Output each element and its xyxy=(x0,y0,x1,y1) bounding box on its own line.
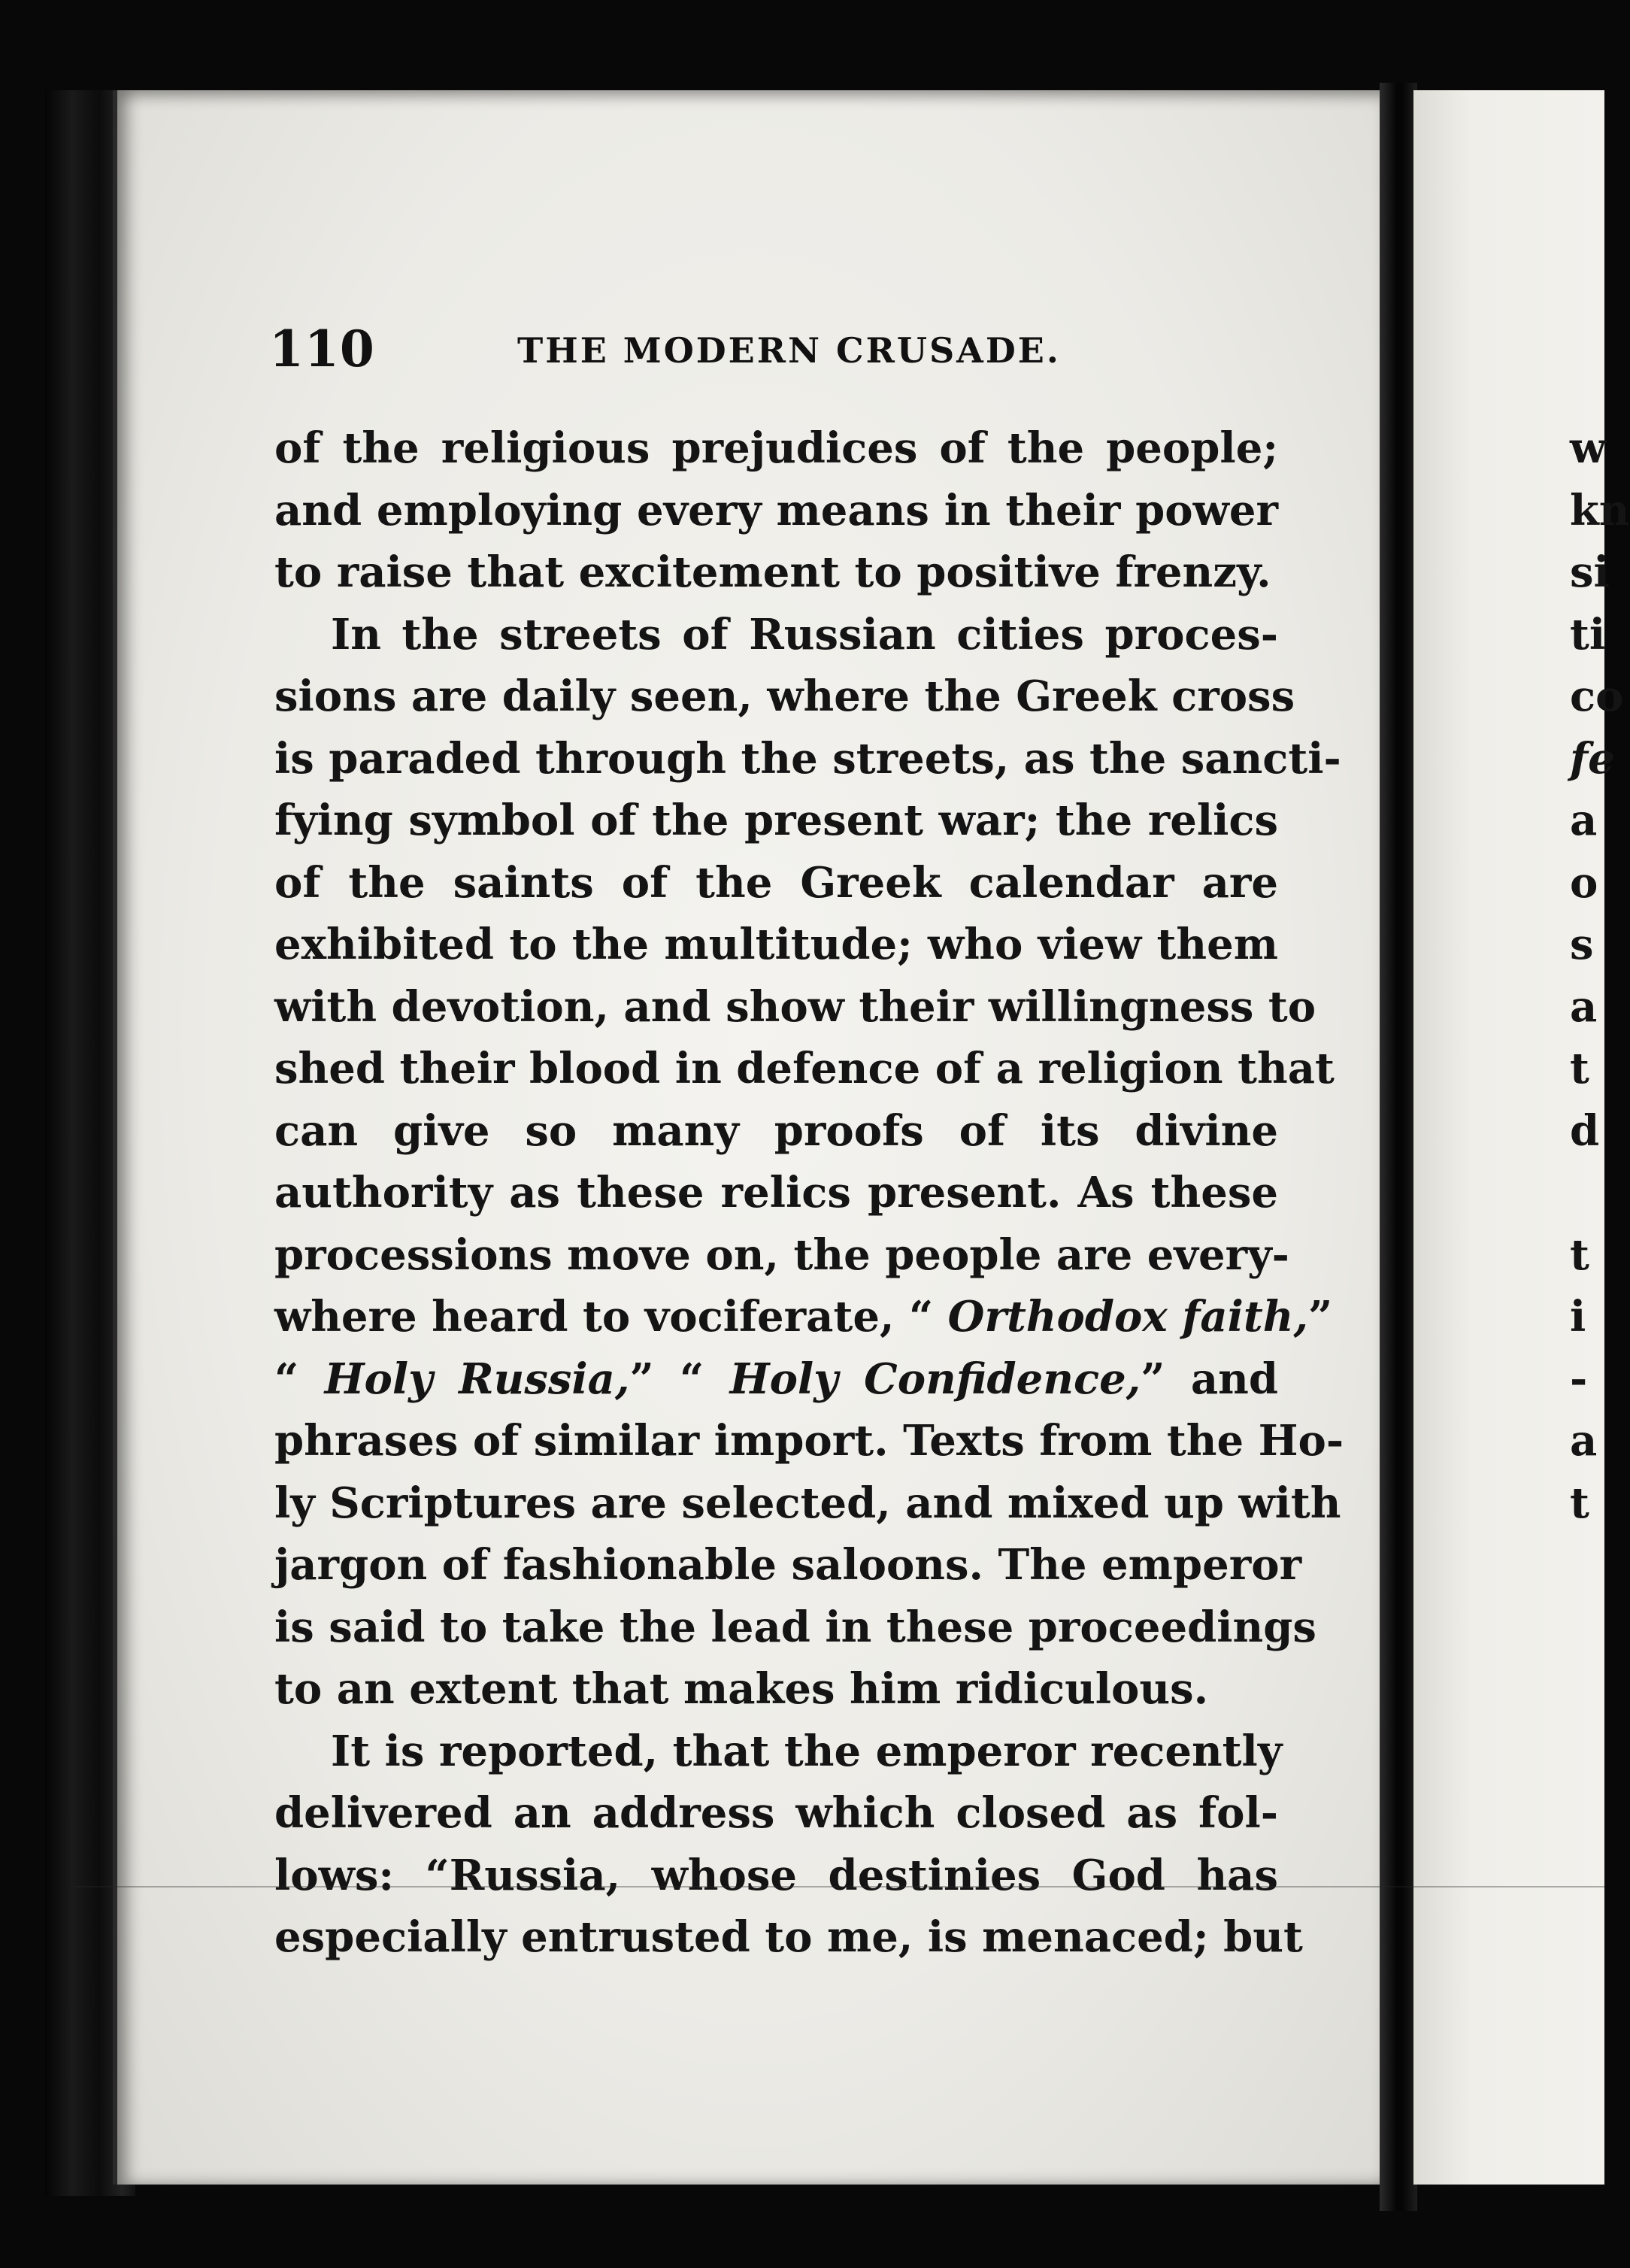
text-segment: ” xyxy=(1308,1292,1333,1342)
text-line: sions are daily seen, where the Greek cross xyxy=(274,672,1295,721)
text-line: can give so many proofs of its divine xyxy=(274,1105,1278,1156)
text-line: In the streets of Russian cities proces- xyxy=(331,609,1278,659)
text-line: jargon of fashionable saloons. The emperor xyxy=(274,1540,1302,1590)
text-line: authority as these relics present. As these xyxy=(274,1168,1278,1217)
fragment: o xyxy=(1570,857,1598,908)
fragment: - xyxy=(1570,1354,1588,1404)
right-page-text-fragments xyxy=(1570,417,1630,1534)
fragment: a xyxy=(1570,796,1598,845)
fragment: si xyxy=(1570,547,1610,597)
text-line: It is reported, that the emperor recently xyxy=(331,1726,1283,1776)
italic-phrase: Holy Russia, xyxy=(324,1354,630,1404)
text-line: and employing every means in their power xyxy=(274,485,1278,535)
text-segment: where heard to vociferate, “ xyxy=(274,1292,948,1342)
fragment: ti xyxy=(1570,609,1606,659)
text-line: processions move on, the people are every- xyxy=(274,1230,1289,1280)
text-line: ly Scriptures are selected, and mixed up with xyxy=(274,1478,1341,1528)
text-line: is said to take the lead in these proceedings xyxy=(274,1602,1316,1652)
fragment: co xyxy=(1570,672,1624,721)
text-segment: “ xyxy=(274,1354,325,1404)
text-line: delivered an address which closed as fol- xyxy=(274,1788,1278,1838)
running-title: THE MODERN CRUSADE. xyxy=(517,330,1061,371)
fragment: t xyxy=(1570,1044,1589,1093)
fragment xyxy=(1570,1162,1604,1224)
fragment: a xyxy=(1570,1416,1598,1466)
text-line: with devotion, and show their willingness to xyxy=(274,981,1316,1032)
text-line: phrases of similar import. Texts from the Ho- xyxy=(274,1416,1344,1466)
fragment: t xyxy=(1570,1478,1589,1528)
scan-artifact-line xyxy=(75,1886,1604,1887)
text-line xyxy=(274,1348,1278,1411)
text-line: exhibited to the multitude; who view them xyxy=(274,920,1278,969)
fragment: t xyxy=(1570,1230,1589,1280)
body-text xyxy=(274,417,1344,1969)
fragment: w xyxy=(1570,423,1607,473)
page-gutter xyxy=(1380,83,1417,2211)
fragment: s xyxy=(1570,920,1594,969)
text-line: to raise that excitement to positive frenzy. xyxy=(274,547,1271,597)
text-line: lows: “Russia, whose destinies God has xyxy=(274,1850,1278,1900)
text-line: shed their blood in defence of a religion that xyxy=(274,1044,1335,1093)
text-segment: ” “ xyxy=(629,1354,730,1404)
text-line: of the religious prejudices of the people; xyxy=(274,423,1278,473)
fragment: d xyxy=(1570,1105,1600,1156)
text-line: is paraded through the streets, as the sancti- xyxy=(274,733,1341,784)
text-line: especially entrusted to me, is menaced; but xyxy=(274,1912,1303,1962)
italic-phrase: Orthodox faith, xyxy=(947,1292,1308,1342)
text-line: to an extent that makes him ridiculous. xyxy=(274,1664,1209,1714)
fragment: a xyxy=(1570,981,1598,1032)
text-line: fying symbol of the present war; the relics xyxy=(274,796,1278,845)
fragment: i xyxy=(1570,1292,1586,1342)
italic-phrase: Holy Confidence, xyxy=(729,1354,1141,1404)
text-segment: ” and xyxy=(1141,1354,1278,1404)
text-line xyxy=(274,1286,1333,1348)
page-number: 110 xyxy=(269,320,375,378)
page-header xyxy=(269,320,1322,387)
fragment: fe xyxy=(1570,733,1615,784)
fragment: kn xyxy=(1570,485,1630,535)
text-line: of the saints of the Greek calendar are xyxy=(274,857,1278,908)
